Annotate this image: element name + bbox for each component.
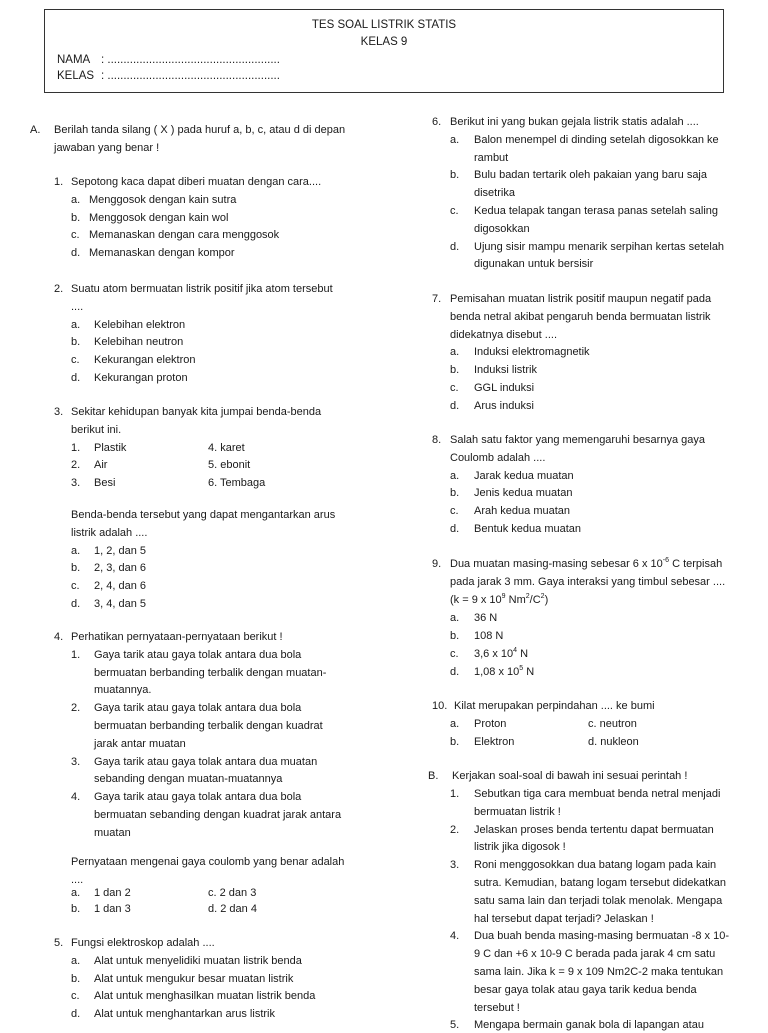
q3-option: 3, 4, dan 5 — [94, 598, 146, 610]
q4-text: .... — [71, 873, 84, 886]
q8-option-label: d. — [450, 523, 460, 535]
q8-text: Salah satu faktor yang memengaruhi besarnya gaya — [450, 434, 705, 446]
q3-text: berikut ini. — [71, 423, 122, 436]
q4-option: c. 2 dan 3 — [208, 887, 257, 899]
q4-statement: muatannya. — [94, 684, 152, 697]
section-a-letter: A. — [30, 124, 41, 136]
q5-option: Alat untuk menghasilkan muatan listrik benda — [94, 990, 316, 1003]
q7-option: Induksi listrik — [474, 364, 537, 377]
q5-option-label: a. — [71, 954, 81, 967]
class-field — [57, 69, 280, 83]
q9-text: pada jarak 3 mm. Gaya interaksi yang timbul sebesar .... — [450, 576, 726, 588]
q6-option: Balon menempel di dinding setelah digosokkan ke — [474, 133, 719, 146]
section-b-instruction: Kerjakan soal-soal di bawah ini sesuai perintah ! — [452, 770, 688, 782]
q7-option-label: d. — [450, 399, 460, 412]
q6-option: digosokkan — [474, 222, 530, 235]
section-b-item: satu sama lain dan terjadi tolak menolak. Mengapa — [474, 894, 723, 907]
section-b-item: bermuatan listrik ! — [474, 805, 561, 818]
q1-option: Menggosok dengan kain sutra — [89, 193, 237, 206]
q1-option: Memanaskan dengan cara menggosok — [89, 229, 280, 242]
section-b-item: Jelaskan proses benda tertentu dapat bermuatan — [474, 823, 714, 836]
q3-option: 2, 3, dan 6 — [94, 562, 146, 575]
q7-number: 7. — [432, 293, 442, 305]
q7-option: GGL induksi — [474, 382, 535, 394]
q4-statement: jarak antar muatan — [94, 737, 186, 750]
q2-option-label: b. — [71, 336, 81, 349]
q8-text: Coulomb adalah .... — [450, 451, 546, 464]
page-title: TES SOAL LISTRIK STATIS — [311, 19, 457, 31]
q3-option: 2, 4, dan 6 — [94, 580, 146, 593]
q7-option-label: a. — [450, 346, 460, 359]
q3-option-label: b. — [71, 562, 81, 575]
q9-option: 3,6 x $10^4$ N — [474, 647, 529, 660]
q8-number: 8. — [432, 434, 442, 446]
q3-text: listrik adalah .... — [71, 526, 148, 539]
q3-item-number: 1. — [71, 441, 81, 454]
q3-item: Besi — [94, 477, 116, 490]
q6-option-label: d. — [450, 240, 460, 253]
q2-option-label: a. — [71, 318, 81, 331]
q10-option: c. neutron — [588, 718, 637, 730]
q2-text: .... — [71, 300, 84, 313]
section-b-item: hal tersebut dapat terjadi? Jelaskan ! — [474, 912, 654, 925]
q6-option: Kedua telapak tangan terasa panas setelah saling — [474, 205, 719, 217]
q4-statement-number: 3. — [71, 755, 81, 768]
q4-statement: Gaya tarik atau gaya tolak antara dua bola — [94, 791, 302, 804]
exponent: 2 — [525, 593, 530, 600]
q3-item: 5. ebonit — [208, 459, 251, 472]
q4-statement: Gaya tarik atau gaya tolak antara dua bola — [94, 648, 302, 661]
q6-text: Berikut ini yang bukan gejala listrik statis adalah .... — [450, 116, 699, 128]
q9-text: Dua muatan masing-masing sebesar 6 x $10^{-6}$ C terpisah — [450, 557, 723, 570]
q7-text: didekatnya disebut .... — [450, 328, 558, 341]
q9-option-label: b. — [450, 630, 460, 642]
q8-option-label: b. — [450, 487, 460, 500]
q5-option-label: c. — [71, 990, 80, 1003]
section-b-letter: B. — [428, 770, 439, 782]
q4-statement: bermuatan sebanding dengan kuadrat jarak antara — [94, 809, 342, 821]
q8-option: Arah kedua muatan — [474, 505, 571, 518]
q4-number: 4. — [54, 631, 64, 643]
q4-statement: Gaya tarik atau gaya tolak antara dua muatan — [94, 755, 318, 768]
q10-option: Elektron — [474, 735, 515, 748]
q4-statement-number: 1. — [71, 648, 81, 661]
q6-number: 6. — [432, 116, 442, 128]
section-b-item: Mengapa bermain ganak bola di lapangan atau — [474, 1019, 704, 1032]
q4-statement: sebanding dengan muatan-muatannya — [94, 773, 283, 786]
q3-item: 4. karet — [208, 441, 245, 454]
q3-option-label: d. — [71, 598, 81, 610]
q9-number: 9. — [432, 558, 442, 570]
q9-constant: (k = 9 x $10^9$ $Nm^2/C^2$) — [450, 593, 549, 606]
q2-option: Kelebihan elektron — [94, 318, 186, 331]
q9-option-label: c. — [450, 648, 459, 660]
section-b-item-number: 2. — [450, 823, 460, 836]
exponent: -6 — [662, 557, 670, 564]
q8-option: Jenis kedua muatan — [474, 487, 573, 500]
q1-number: 1. — [54, 176, 64, 188]
q2-option: Kekurangan elektron — [94, 354, 196, 367]
q10-number: 10. — [432, 700, 448, 712]
q1-option-label: c. — [71, 229, 80, 242]
section-b-item: listrik jika digosok ! — [474, 841, 566, 854]
q5-option: Alat untuk mengukur besar muatan listrik — [94, 972, 294, 985]
q10-option-label: a. — [450, 718, 460, 730]
q10-option: d. nukleon — [588, 735, 639, 748]
name-value: : ...................................................... — [101, 54, 280, 66]
class-value: : ...................................................... — [101, 70, 280, 82]
section-a-instruction: jawaban yang benar ! — [54, 142, 160, 154]
q7-option-label: c. — [450, 382, 459, 394]
exponent: 9 — [501, 593, 506, 600]
q4-option-label: b. — [71, 903, 81, 915]
q3-number: 3. — [54, 406, 64, 418]
section-b-item-number: 4. — [450, 930, 460, 943]
q9-option-label: d. — [450, 666, 460, 678]
q9-option: 1,08 x $10^5$ N — [474, 665, 535, 678]
section-b-item: Sebutkan tiga cara membuat benda netral menjadi — [474, 788, 721, 800]
section-b-item: Dua buah benda masing-masing bermuatan -8 x 10- — [474, 930, 729, 943]
section-a-instruction: Berilah tanda silang ( X ) pada huruf a, b, c, atau d di depan — [54, 124, 346, 136]
q3-option-label: c. — [71, 580, 80, 593]
q8-option-label: a. — [450, 469, 460, 482]
q5-number: 5. — [54, 937, 64, 949]
q6-option: disetrika — [474, 187, 515, 200]
q6-option-label: c. — [450, 205, 459, 217]
q6-option-label: b. — [450, 169, 460, 182]
q10-option-label: b. — [450, 735, 460, 748]
q4-option: 1 dan 3 — [94, 903, 131, 915]
q4-option-label: a. — [71, 887, 81, 899]
q3-option-label: a. — [71, 544, 81, 557]
header-box — [44, 9, 724, 93]
q9-option: 36 N — [474, 612, 498, 624]
q9-option: 108 N — [474, 630, 504, 642]
name-field — [57, 53, 280, 67]
q5-option: Alat untuk menyelidiki muatan listrik benda — [94, 954, 302, 967]
q2-option-label: c. — [71, 354, 80, 367]
q2-option-label: d. — [71, 372, 81, 384]
q1-option-label: d. — [71, 247, 81, 260]
q1-option: Memanaskan dengan kompor — [89, 247, 235, 260]
section-b-item: sama lain. Jika k = 9 x 109 Nm2C-2 maka tentukan — [474, 966, 724, 978]
q6-option-label: a. — [450, 133, 460, 146]
q8-option: Bentuk kedua muatan — [474, 523, 582, 535]
q4-statement: bermuatan berbanding terbalik dengan muatan- — [94, 666, 327, 679]
class-label: KELAS — [57, 70, 95, 82]
exponent: 4 — [513, 647, 518, 654]
q3-item-number: 2. — [71, 459, 81, 472]
q3-item-number: 3. — [71, 477, 81, 490]
section-b-item: Roni menggosokkan dua batang logam pada kain — [474, 859, 717, 872]
q4-option: 1 dan 2 — [94, 887, 131, 899]
q10-text: Kilat merupakan perpindahan .... ke bumi — [454, 700, 655, 712]
q9-option-label: a. — [450, 612, 460, 624]
q4-text: Perhatikan pernyataan-pernyataan berikut ! — [71, 631, 283, 643]
q3-item: Air — [94, 459, 108, 472]
section-b-item-number: 1. — [450, 788, 460, 800]
q2-option: Kelebihan neutron — [94, 336, 184, 349]
q3-item: Plastik — [94, 441, 127, 454]
q5-option-label: d. — [71, 1008, 81, 1021]
q8-option-label: c. — [450, 505, 459, 518]
q4-statement: Gaya tarik atau gaya tolak antara dua bola — [94, 702, 302, 715]
q7-option: Arus induksi — [474, 399, 534, 412]
q5-option-label: b. — [71, 972, 81, 985]
page-subtitle: KELAS 9 — [360, 36, 408, 48]
exponent: 2 — [540, 593, 545, 600]
q4-option: d. 2 dan 4 — [208, 903, 257, 915]
q6-option: Ujung sisir mampu menarik serpihan kertas setelah — [474, 240, 725, 253]
section-b-item-number: 5. — [450, 1019, 460, 1032]
section-b-item-number: 3. — [450, 859, 460, 872]
q4-statement: bermuatan berbanding terbalik dengan kuadrat — [94, 720, 323, 732]
q4-statement: muatan — [94, 826, 131, 839]
q7-option-label: b. — [450, 364, 460, 377]
section-b-item: 9 C dan +6 x 10-9 C berada pada jarak 4 cm satu — [474, 948, 716, 961]
q1-option: Menggosok dengan kain wol — [89, 211, 229, 224]
q1-text: Sepotong kaca dapat diberi muatan dengan cara.... — [71, 176, 322, 188]
section-b-item: tersebut ! — [474, 1001, 520, 1014]
q1-option-label: b. — [71, 211, 81, 224]
section-b-item: sutra. Kemudian, batang logam tersebut didekatkan — [474, 877, 726, 889]
q1-option-label: a. — [71, 193, 81, 206]
q3-text: Benda-benda tersebut yang dapat mengantarkan arus — [71, 509, 336, 521]
q2-option: Kekurangan proton — [94, 372, 188, 384]
q3-text: Sekitar kehidupan banyak kita jumpai benda-benda — [71, 406, 322, 418]
q6-option: rambut — [474, 151, 509, 164]
q8-option: Jarak kedua muatan — [474, 469, 574, 482]
q2-text: Suatu atom bermuatan listrik positif jika atom tersebut — [71, 283, 333, 295]
q6-option: Bulu badan tertarik oleh pakaian yang baru saja — [474, 169, 707, 182]
q7-text: benda netral akibat pengaruh benda bermuatan listrik — [450, 310, 711, 323]
exponent: 5 — [519, 665, 524, 672]
q10-option: Proton — [474, 718, 507, 730]
q2-number: 2. — [54, 283, 64, 295]
q4-statement-number: 2. — [71, 702, 81, 715]
q5-text: Fungsi elektroskop adalah .... — [71, 937, 215, 949]
q3-item: 6. Tembaga — [208, 477, 266, 490]
q6-option: digunakan untuk bersisir — [474, 258, 594, 271]
q7-option: Induksi elektromagnetik — [474, 346, 590, 359]
q3-option: 1, 2, dan 5 — [94, 544, 146, 557]
q4-statement-number: 4. — [71, 791, 81, 804]
q7-text: Pemisahan muatan listrik positif maupun negatif pada — [450, 293, 712, 305]
q5-option: Alat untuk menghantarkan arus listrik — [94, 1008, 275, 1021]
section-b-item: besar gaya tolak atau gaya tarik kedua benda — [474, 983, 697, 996]
name-label: NAMA — [57, 54, 91, 66]
q4-text: Pernyataan mengenai gaya coulomb yang benar adalah — [71, 856, 345, 868]
